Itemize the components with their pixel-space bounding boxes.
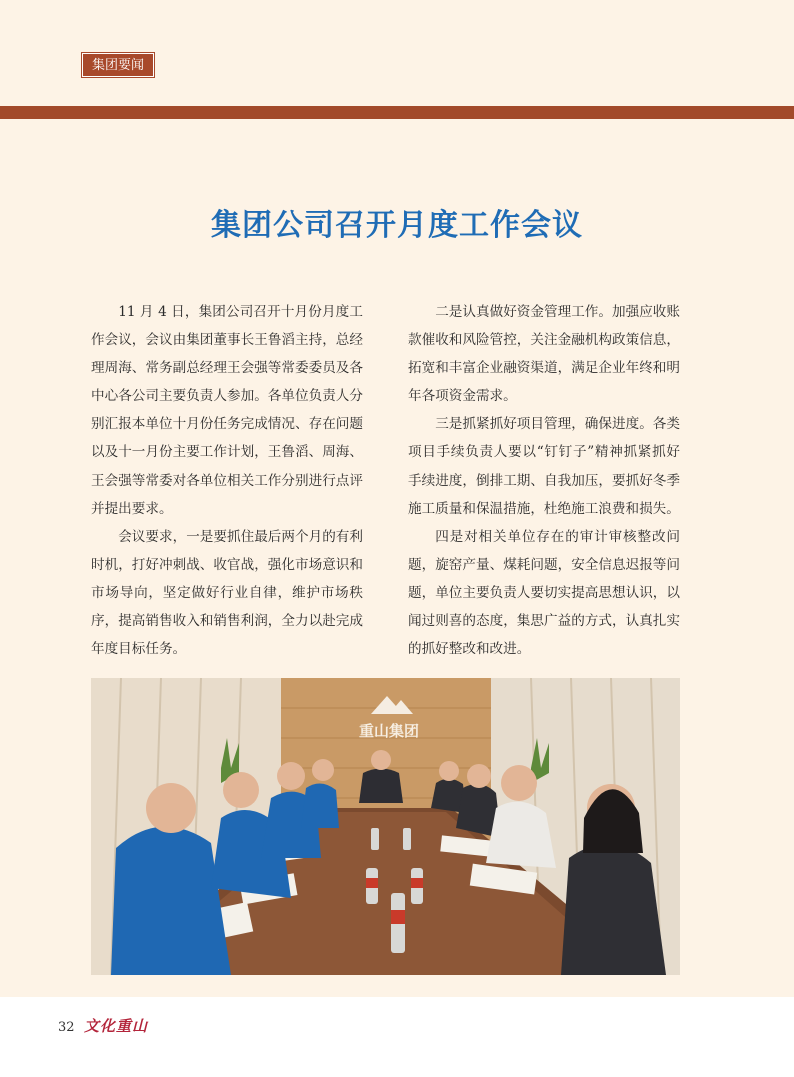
header-bar: [0, 106, 794, 119]
magazine-name: 文化重山: [84, 1017, 149, 1035]
section-label: 集团要闻: [82, 53, 154, 77]
paragraph: 11 月 4 日，集团公司召开十月份月度工作会议，会议由集团董事长王鲁滔主持，总经理周海、常务副总经理王会强等常委委员及各中心各公司主要负责人参加。各单位负责人分别汇报本单位十月份任务完成情况、存在问题以及十一月份主要工作计划，王鲁滔、周海、王会强等常委对各单位相关工作分别进行点评并提出要求。: [91, 304, 363, 517]
article-column-right: [408, 298, 680, 663]
paragraph: 三是抓紧抓好项目管理，确保进度。各类项目手续负责人要以“钉钉子”精神抓紧抓好手续进度，倒排工期、自我加压，要抓好冬季施工质量和保温措施，杜绝施工浪费和损失。: [408, 416, 680, 517]
wall-logo-text: 重山集团: [358, 722, 420, 740]
paragraph: 四是对相关单位存在的审计审核整改问题，旋窑产量、煤耗问题，安全信息迟报等问题，单位主要负责人要切实提高思想认识，以闻过则喜的态度，集思广益的方式，认真扎实的抓好整改和改进。: [408, 528, 680, 658]
footer: [0, 997, 794, 1077]
paragraph: 会议要求，一是要抓住最后两个月的有利时机，打好冲刺战、收官战，强化市场意识和市场导向，坚定做好行业自律，维护市场秩序，提高销售收入和销售利润，全力以赴完成年度目标任务。: [91, 528, 363, 658]
paragraph: 二是认真做好资金管理工作。加强应收账款催收和风险管控，关注金融机构政策信息，拓宽和丰富企业融资渠道，满足企业年终和明年各项资金需求。: [408, 304, 680, 405]
meeting-photo: [91, 678, 680, 975]
article-title: 集团公司召开月度工作会议: [211, 208, 583, 243]
article-column-left: [91, 298, 363, 663]
page-number: 32: [58, 1020, 75, 1035]
